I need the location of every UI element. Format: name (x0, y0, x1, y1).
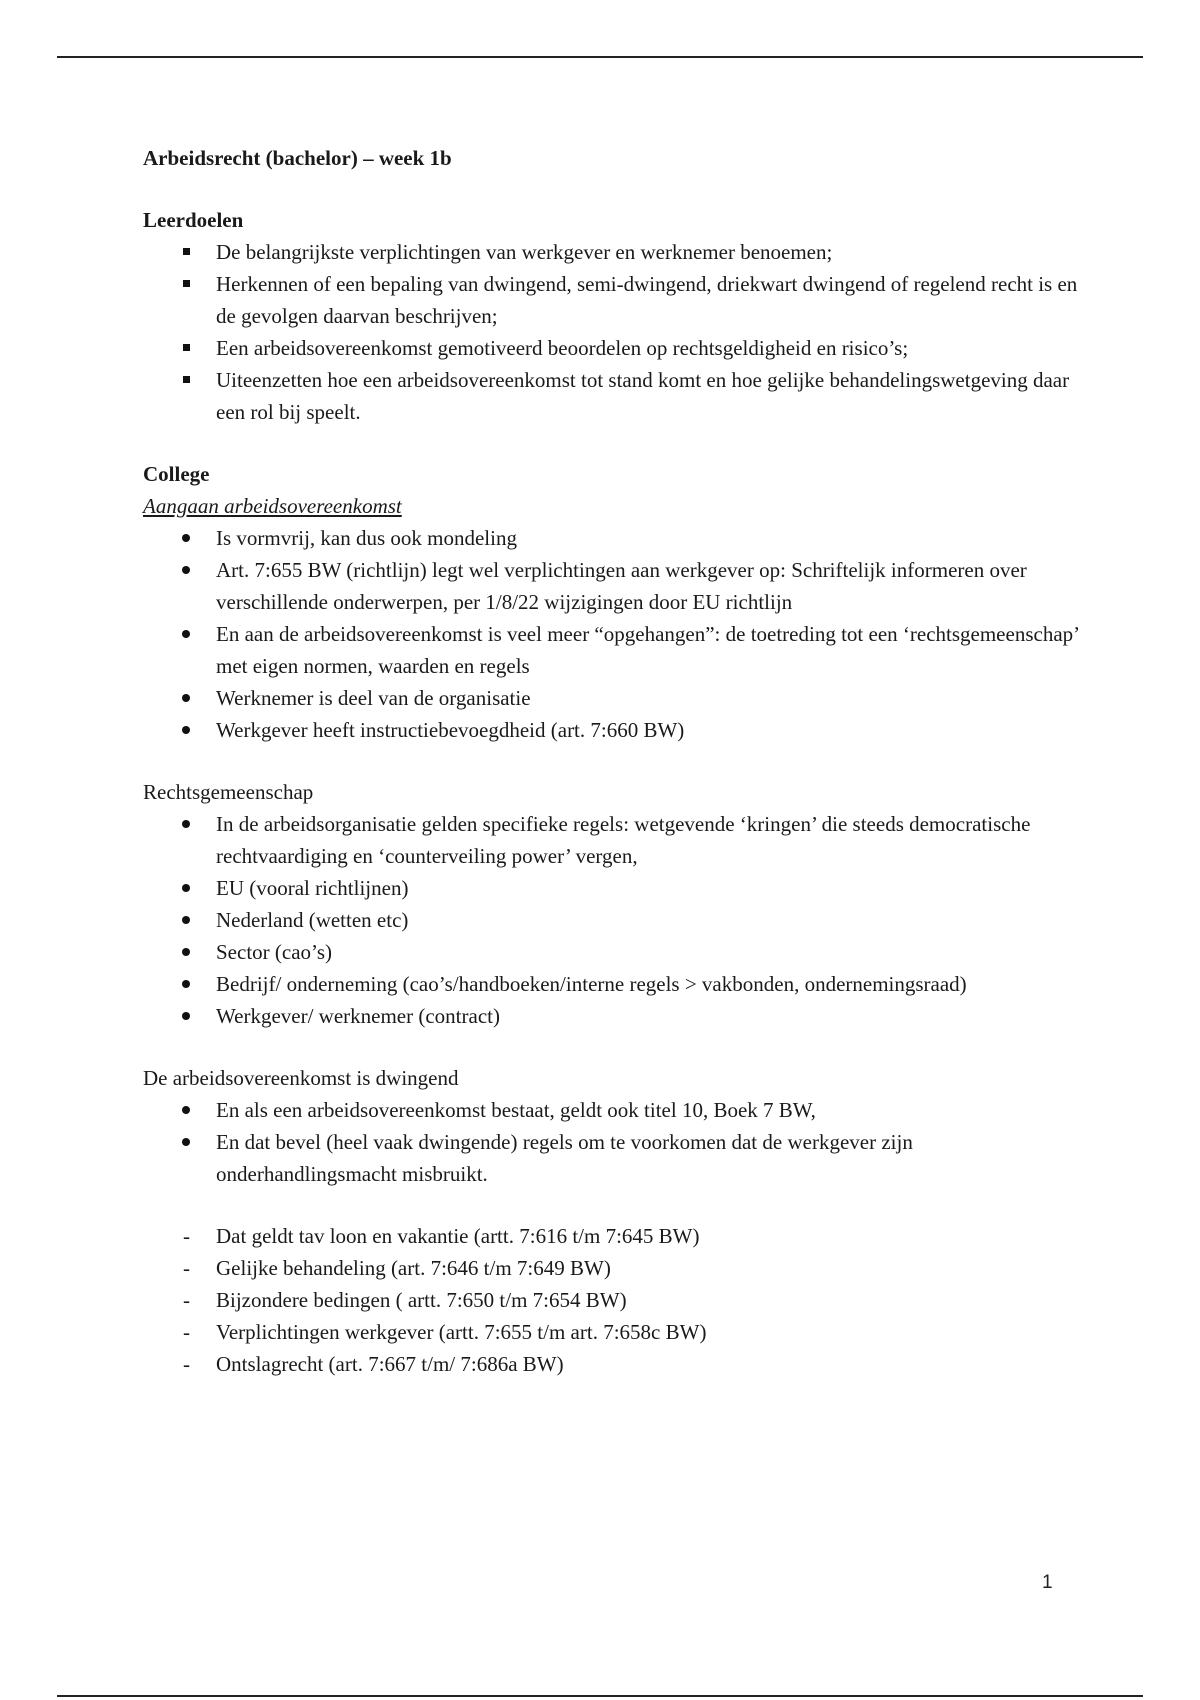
list-item-text: Verplichtingen werkgever (artt. 7:655 t/m art. 7:658c BW) (216, 1320, 707, 1344)
disc-bullet-icon (182, 534, 190, 542)
list-item-text: En aan de arbeidsovereenkomst is veel meer “opgehangen”: de toetreding tot een ‘rechtsgemeenschap’ met eigen normen, waarden en regels (216, 622, 1079, 678)
list-item-text: Nederland (wetten etc) (216, 908, 409, 932)
college-subheading: Aangaan arbeidsovereenkomst (143, 494, 402, 518)
list-item-text: Is vormvrij, kan dus ook mondeling (216, 526, 517, 550)
dwingend-list (143, 1094, 1083, 1190)
list-item-text: En als een arbeidsovereenkomst bestaat, geldt ook titel 10, Boek 7 BW, (216, 1098, 816, 1122)
list-item (143, 968, 1083, 1000)
list-item (143, 904, 1083, 936)
spacer (143, 1190, 1083, 1220)
disc-bullet-icon (182, 820, 190, 828)
dash-bullet-icon: - (183, 1256, 190, 1280)
list-item (143, 554, 1083, 618)
list-item-text: In de arbeidsorganisatie gelden specifieke regels: wetgevende ‘kringen’ die steeds democratische rechtvaardiging en ‘counterveiling power’ vergen, (216, 812, 1031, 868)
list-item (143, 1000, 1083, 1032)
spacer (143, 428, 1083, 458)
list-item-text: Art. 7:655 BW (richtlijn) legt wel verplichtingen aan werkgever op: Schriftelijk informeren over verschillende onderwerpen, per 1/8/22 wijzigingen door EU richtlijn (216, 558, 1027, 614)
square-bullet-icon (183, 344, 190, 351)
list-item (143, 936, 1083, 968)
list-item-text: Sector (cao’s) (216, 940, 333, 964)
disc-bullet-icon (182, 948, 190, 956)
disc-bullet-icon (182, 980, 190, 988)
dash-bullet-icon: - (183, 1224, 190, 1248)
list-item (143, 1220, 1083, 1252)
spacer (143, 746, 1083, 776)
list-item (143, 1252, 1083, 1284)
list-item (143, 364, 1083, 428)
list-item (143, 332, 1083, 364)
page-content (143, 142, 1083, 1380)
list-item-text: Werknemer is deel van de organisatie (216, 686, 531, 710)
list-item (143, 682, 1083, 714)
list-item (143, 1284, 1083, 1316)
dwingend-dash-list (143, 1220, 1083, 1380)
bottom-rule (57, 1695, 1143, 1697)
list-item (143, 1348, 1083, 1380)
disc-bullet-icon (182, 1106, 190, 1114)
disc-bullet-icon (182, 630, 190, 638)
college-list (143, 522, 1083, 746)
list-item (143, 1126, 1083, 1190)
list-item-text: Een arbeidsovereenkomst gemotiveerd beoordelen op rechtsgeldigheid en risico’s; (216, 336, 909, 360)
spacer (143, 174, 1083, 204)
list-item-text: Herkennen of een bepaling van dwingend, semi-dwingend, driekwart dwingend of regelend recht is en de gevolgen daarvan beschrijven; (216, 272, 1078, 328)
list-item (143, 236, 1083, 268)
rechtsgemeenschap-heading: Rechtsgemeenschap (143, 780, 314, 804)
disc-bullet-icon (182, 1138, 190, 1146)
dash-bullet-icon: - (183, 1320, 190, 1344)
square-bullet-icon (183, 280, 190, 287)
list-item-text: De belangrijkste verplichtingen van werkgever en werknemer benoemen; (216, 240, 833, 264)
rechtsgemeenschap-list (143, 808, 1083, 1032)
square-bullet-icon (183, 376, 190, 383)
list-item-text: Ontslagrecht (art. 7:667 t/m/ 7:686a BW) (216, 1352, 564, 1376)
square-bullet-icon (183, 248, 190, 255)
list-item (143, 618, 1083, 682)
list-item-text: Uiteenzetten hoe een arbeidsovereenkomst tot stand komt en hoe gelijke behandelingswetgeving daar een rol bij speelt. (216, 368, 1070, 424)
list-item-text: Werkgever/ werknemer (contract) (216, 1004, 500, 1028)
page-number: 1 (1042, 1572, 1053, 1593)
top-rule (57, 56, 1143, 58)
spacer (143, 1032, 1083, 1062)
list-item (143, 268, 1083, 332)
disc-bullet-icon (182, 884, 190, 892)
list-item (143, 872, 1083, 904)
disc-bullet-icon (182, 916, 190, 924)
disc-bullet-icon (182, 726, 190, 734)
list-item-text: Gelijke behandeling (art. 7:646 t/m 7:649 BW) (216, 1256, 611, 1280)
dash-bullet-icon: - (183, 1288, 190, 1312)
dwingend-heading: De arbeidsovereenkomst is dwingend (143, 1066, 459, 1090)
list-item-text: En dat bevel (heel vaak dwingende) regels om te voorkomen dat de werkgever zijn onderhandlingsmacht misbruikt. (216, 1130, 913, 1186)
college-heading: College (143, 462, 210, 486)
list-item (143, 1094, 1083, 1126)
list-item-text: Bedrijf/ onderneming (cao’s/handboeken/interne regels > vakbonden, ondernemingsraad) (216, 972, 967, 996)
list-item (143, 808, 1083, 872)
disc-bullet-icon (182, 1012, 190, 1020)
list-item-text: Dat geldt tav loon en vakantie (artt. 7:616 t/m 7:645 BW) (216, 1224, 700, 1248)
document-title: Arbeidsrecht (bachelor) – week 1b (143, 146, 452, 170)
list-item-text: Werkgever heeft instructiebevoegdheid (art. 7:660 BW) (216, 718, 685, 742)
list-item (143, 714, 1083, 746)
leerdoelen-heading: Leerdoelen (143, 208, 244, 232)
disc-bullet-icon (182, 694, 190, 702)
list-item-text: Bijzondere bedingen ( artt. 7:650 t/m 7:654 BW) (216, 1288, 627, 1312)
leerdoelen-list (143, 236, 1083, 428)
list-item (143, 1316, 1083, 1348)
list-item-text: EU (vooral richtlijnen) (216, 876, 409, 900)
disc-bullet-icon (182, 566, 190, 574)
dash-bullet-icon: - (183, 1352, 190, 1376)
list-item (143, 522, 1083, 554)
